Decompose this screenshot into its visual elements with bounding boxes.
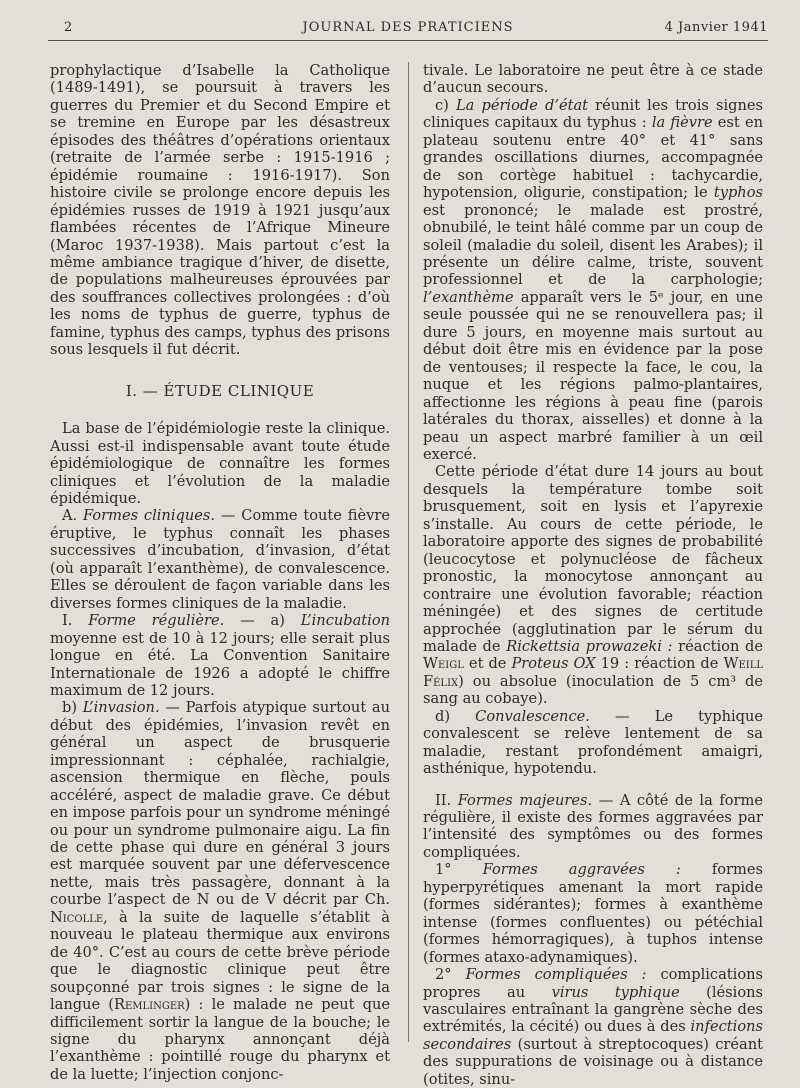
journal-title: JOURNAL DES PRATICIENS bbox=[302, 20, 514, 35]
paragraph-complicated-forms: 2° Formes compliquées : complications propres au virus typhique (lésions vasculaires entraînant la gangrène sèche des extrémités, la cécité) ou dues à des infections secondaires (surtout à streptocoques) créant des suppurations de voisinage ou à distance (otites, sinu- bbox=[423, 966, 764, 1088]
paragraph-invasion: b) L’invasion. — Parfois atypique surtout au début des épidémies, l’invasion revêt en général un aspect de brusquerie impressionnant : céphalée, rachialgie, ascension thermique en flèche, pouls accéléré, aspect de maladie grave. Ce début en impose parfois pour un syndrome méningé ou pour un syndrome pulmonaire aigu. La fin de cette phase qui dure en général 3 jours est marquée souvent par une défervescence nette, mais très passagère, donnant à la courbe l’aspect de N ou de V décrit par Ch. Nicolle, à la suite de laquelle s’établit à nouveau le plateau thermique aux environs de 40°. C’est au cours de cette brève période que le diagnostic clinique peut être soupçonné par trois signes : le signe de la langue (Remlinger) : le malade ne peut que difficilement sortir la langue de la bouche; le signe du pharynx annonçant déjà l’exanthème : pointillé rouge du pharynx et de la luette; l’injection conjonc- bbox=[50, 699, 390, 1083]
paragraph-aggravated-forms: 1° Formes aggravées : formes hyperpyrétiques amenant la mort rapide (formes sidérantes); formes à exanthème intense (formes confluentes) ou pétéchial (formes hémorragiques), à tuphos intense (formes ataxo-adynamiques). bbox=[423, 861, 763, 966]
paragraph-period-state: c) La période d’état réunit les trois signes cliniques capitaux du typhus : la fièvre est en plateau soutenu entre 40° et 41° sans grandes oscillations diurnes, accompagnée de son cortège habituel : tachycardie, hypotension, oligurie, constipation; le typhos est prononcé; le malade est prostré, obnubilé, le teint hâlé comme par un coup de soleil (maladie du soleil, disent les Arabes); il présente un délire calme, triste, souvent professionnel et de la carphologie; l’exanthème apparaît vers le 5ᵉ jour, en une seule poussée qui ne se renouvellera pas; il dure 5 jours, en moyenne mais surtout au début doit être mis en évidence par la pose de ventouses; il respecte la face, le cou, la nuque et les régions palmo-plantaires, affectionne les régions à peau fine (parois latérales du thorax, aisselles) et donne à la peau un aspect marbré familier à un œil exercé. bbox=[423, 96, 763, 463]
section-title: I. — ÉTUDE CLINIQUE bbox=[125, 381, 315, 400]
paragraph-laboratory: Cette période d’état dure 14 jours au bout desquels la température tombe soit brusquement, soit en lysis et l’apyrexie s’installe. Au cours de cette période, le laboratoire apporte des signes de probabilité (leucocytose et polynucléose de fâcheux pronostic, la monocytose annonçant au contraire une évolution favorable; réaction méningée) et des signes de certitude approchée (agglutination par le sérum du malade de Rickettsia prowazeki : réaction de Weigl et de Proteus OX 19 : réaction de Weill Félix) ou absolue (inoculation de 5 cm³ de sang au cobaye). bbox=[423, 463, 763, 708]
right-column bbox=[423, 62, 763, 1088]
paragraph-major-forms: II. Formes majeures. — A côté de la forme régulière, il existe des formes aggravées par l’intensité des symptômes ou des formes compliquées. bbox=[423, 791, 763, 861]
paragraph-continuation: tivale. Le laboratoire ne peut être à ce stade d’aucun secours. bbox=[423, 62, 763, 97]
paragraph-clinical-forms: A. Formes cliniques. — Comme toute fièvre éruptive, le typhus connaît les phases successives d’incubation, d’invasion, d’état (où apparaît l’exanthème), de convalescence. Elles se déroulent de façon variable dans les diverses formes cliniques de la maladie. bbox=[50, 507, 391, 612]
running-header bbox=[48, 18, 768, 41]
left-column bbox=[50, 62, 390, 1083]
column-divider bbox=[408, 62, 409, 1042]
paragraph-regular-form: I. Forme régulière. — a) L’incubation moyenne est de 10 à 12 jours; elle serait plus longue en été. La Convention Sanitaire Internationale de 1926 a adopté le chiffre maximum de 12 jours. bbox=[50, 612, 391, 699]
paragraph-intro: La base de l’épidémiologie reste la clinique. Aussi est-il indispensable avant toute étude épidémiologique de connaître les formes cliniques et l’évolution de la maladie épidémique. bbox=[50, 420, 390, 507]
page-number: 2 bbox=[64, 20, 73, 35]
paragraph-history: prophylactique d’Isabelle la Catholique (1489-1491), se poursuit à travers les guerres du Premier et du Second Empire et se tremine en Europe par les désastreux épisodes des théâtres d’opérations orientaux (retraite de l’armée serbe : 1915-1916 ; épidémie roumaine : 1916-1917). Son histoire civile se prolonge encore depuis les épidémies russes de 1919 à 1921 jusqu’aux flambées récentes de l’Afrique Mineure (Maroc 1937-1938). Mais partout c’est la même ambiance tragique d’hiver, de disette, de populations malheureuses éprouvées par des souffrances collectives prolongées : d’où les noms de typhus de guerre, typhus de famine, typhus des camps, typhus des prisons sous lesquels il fut décrit. bbox=[50, 62, 390, 359]
paragraph-convalescence: d) Convalescence. — Le typhique convalescent se relève lentement de sa maladie, restant profondément amaigri, asthénique, hypotendu. bbox=[423, 707, 764, 778]
issue-date: 4 Janvier 1941 bbox=[664, 20, 768, 35]
